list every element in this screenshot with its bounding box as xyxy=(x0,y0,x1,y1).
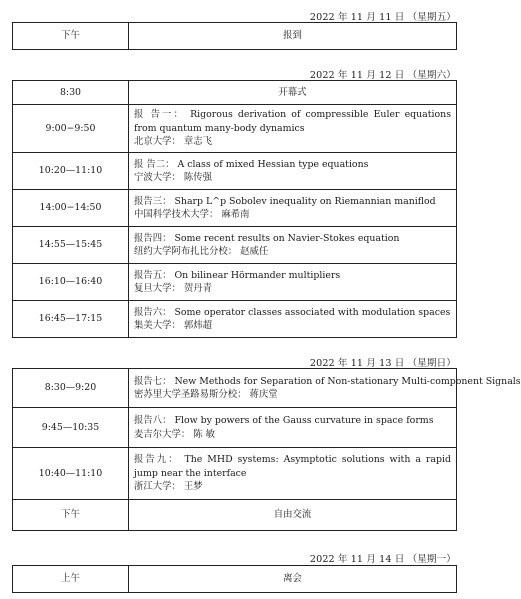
speaker: 复旦大学： 贺丹青 xyxy=(134,283,212,294)
talk-title: 报 告一： Rigorous derivation of compressible Euler equations from quantum many-body dynamics xyxy=(134,109,451,134)
talk-cell xyxy=(129,190,457,227)
speaker: 北京大学： 章志飞 xyxy=(134,136,212,148)
talk-title: 报告五： On bilinear Hörmander multipliers xyxy=(134,269,341,281)
talk-title: 报告九： The MHD systems: Asymptotic solutions with a rapid jump near the interface xyxy=(134,454,451,479)
speaker: 宁波大学： 陈传强 xyxy=(134,172,212,183)
speaker: 集美大学： 郭炜超 xyxy=(134,320,212,331)
event-cell: 开幕式 xyxy=(129,81,457,105)
date-heading: 2022 年 11 月 13 日 （星期日） xyxy=(309,358,456,369)
time-cell: 10:20—11:10 xyxy=(13,153,129,190)
time-cell: 9:00−9:50 xyxy=(13,105,129,153)
talk-cell xyxy=(129,105,457,153)
speaker: 密苏里大学圣路易斯分校： 蒋庆堂 xyxy=(134,389,278,400)
talk-cell xyxy=(129,264,457,301)
table-row xyxy=(13,23,457,50)
speaker: 中国科学技术大学： 麻希南 xyxy=(134,209,250,220)
schedule-table xyxy=(12,368,521,531)
talk-title: 报告八： Flow by powers of the Gauss curvature in space forms xyxy=(134,415,434,427)
table-row xyxy=(13,264,457,301)
table-row xyxy=(13,500,457,531)
talk-cell xyxy=(129,227,457,264)
time-cell: 上午 xyxy=(13,566,129,593)
talk-title: 报 告二： A class of mixed Hessian type equations xyxy=(134,158,369,170)
table-row xyxy=(13,227,457,264)
table-row xyxy=(13,369,457,408)
time-cell: 下午 xyxy=(13,500,129,531)
time-cell: 16:45—17:15 xyxy=(13,301,129,338)
table-row xyxy=(13,448,457,500)
table-row xyxy=(13,105,457,153)
time-cell: 16:10—16:40 xyxy=(13,264,129,301)
talk-title: 报告七： New Methods for Separation of Non-stationary Multi-component Signals xyxy=(134,375,521,387)
table-row xyxy=(13,566,457,593)
date-heading: 2022 年 11 月 14 日 （星期一） xyxy=(309,554,456,565)
table-row xyxy=(13,190,457,227)
event-cell: 离会 xyxy=(129,566,457,593)
table-row xyxy=(13,301,457,338)
table-row xyxy=(13,408,457,448)
event-cell: 自由交流 xyxy=(129,500,457,531)
talk-cell xyxy=(129,301,457,338)
talk-cell xyxy=(129,408,457,448)
talk-cell xyxy=(129,448,457,500)
speaker: 麦吉尔大学： 陈 敏 xyxy=(134,428,215,440)
table-row xyxy=(13,153,457,190)
talk-cell xyxy=(129,369,521,408)
talk-title: 报告三： Sharp L^p Sobolev inequality on Riemannian maniflod xyxy=(134,195,436,207)
time-cell: 9:45—10:35 xyxy=(13,408,129,448)
schedule-table xyxy=(12,565,457,593)
talk-title: 报告六： Some operator classes associated with modulation spaces xyxy=(134,306,451,318)
time-cell: 8:30 xyxy=(13,81,129,105)
date-heading: 2022 年 11 月 11 日 （星期五） xyxy=(309,12,456,23)
time-cell: 10:40—11:10 xyxy=(13,448,129,500)
time-cell: 下午 xyxy=(13,23,129,50)
time-cell: 14:55—15:45 xyxy=(13,227,129,264)
speaker: 纽约大学阿布扎比分校： 赵威任 xyxy=(134,246,269,257)
time-cell: 8:30—9:20 xyxy=(13,369,129,408)
time-cell: 14:00−14:50 xyxy=(13,190,129,227)
table-row xyxy=(13,81,457,105)
schedule-table xyxy=(12,80,457,338)
speaker: 浙江大学： 王梦 xyxy=(134,481,203,493)
talk-cell xyxy=(129,153,457,190)
date-heading: 2022 年 11 月 12 日 （星期六） xyxy=(309,70,456,81)
schedule-table xyxy=(12,22,457,50)
talk-title: 报告四： Some recent results on Navier-Stokes equation xyxy=(134,232,400,244)
event-cell: 报到 xyxy=(129,23,457,50)
